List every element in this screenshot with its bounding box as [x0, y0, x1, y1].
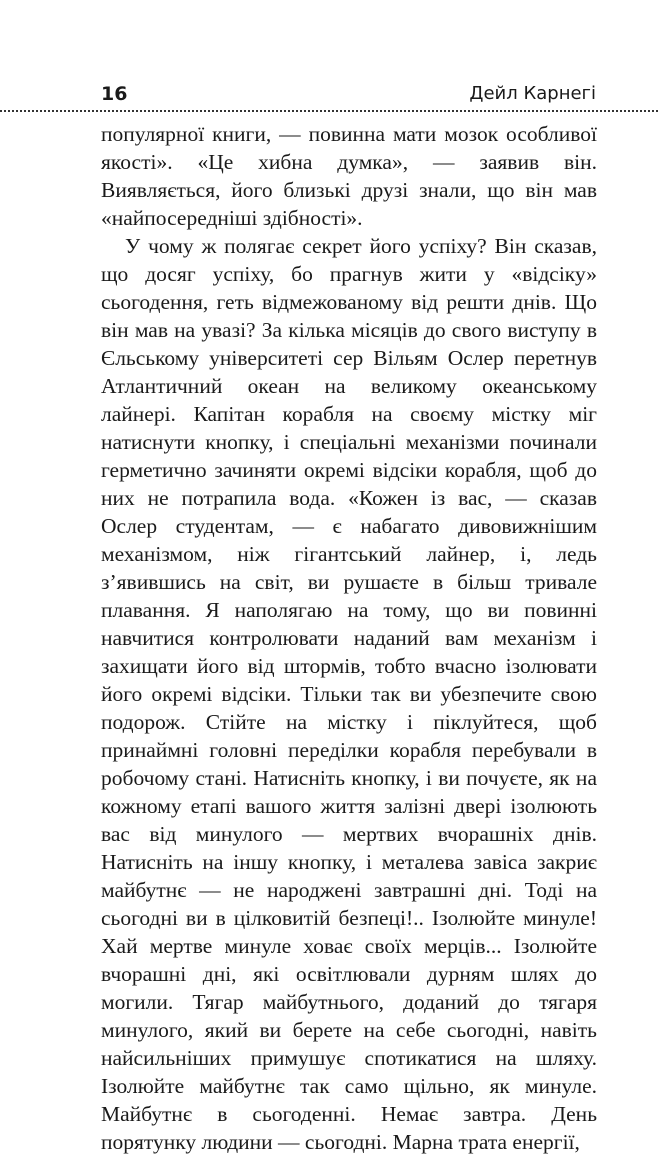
- paragraph-secret-of-success: У чому ж полягає секрет його успіху? Він сказав, що досяг успіху, бо прагнув жити у «відсіку» сьогодення, геть відмежованому від решти днів. Що він мав на увазі? За кілька місяців до свого виступу в Єльському університеті сер Вільям Ослер перетнув Атлантичний океан на великому океанському лайнері. Капітан корабля на своєму містку міг натиснути кнопку, і спеціальні механізми починали герметично зачиняти окремі відсіки корабля, щоб до них не потрапила вода. «Кожен із вас, — сказав Ослер студентам, — є набагато дивовижнішим механізмом, ніж гігантський лайнер, і, ледь з’явившись на світ, ви рушаєте в більш тривале плавання. Я наполягаю на тому, що ви повинні навчитися контролювати наданий вам механізм і захищати його від штормів, тобто вчасно ізолювати його окремі відсіки. Тільки так ви убезпечите свою подорож. Стійте на містку і піклуйтеся, щоб принаймні головні переділки корабля перебували в робочому стані. Натисніть кнопку, і ви почуєте, як на кожному етапі вашого життя залізні двері ізолюють вас від минулого — мертвих вчорашніх днів. Натисніть на іншу кнопку, і металева завіса закриє майбутнє — не народжені завтрашні дні. Тоді на сьогодні ви в цілковитій безпеці!.. Ізолюйте минуле! Хай мертве минуле ховає своїх мерців... Ізолюйте вчорашні дні, які освітлювали дурням шлях до могили. Тягар майбутнього, доданий до тягаря минулого, який ви берете на себе сьогодні, навіть найсильніших примушує спотикатися на шляху. Ізолюйте майбутнє так само щільно, як минуле. Майбутнє в сьогоденні. Немає завтра. День порятунку людини — сьогодні. Марна трата енергії,: [101, 234, 597, 1154]
- page-header: [0, 80, 658, 110]
- running-head-author: Дейл Карнегі: [469, 83, 596, 104]
- body-text: [101, 120, 597, 1156]
- page-number: 16: [101, 83, 128, 105]
- paragraph-continuation: популярної книги, — повинна мати мозок особливої якості». «Це хибна думка», — заявив він. Виявляється, його близькі друзі знали, що він мав «найпосередніші здібності».: [101, 122, 597, 230]
- header-dotted-rule: [0, 110, 658, 112]
